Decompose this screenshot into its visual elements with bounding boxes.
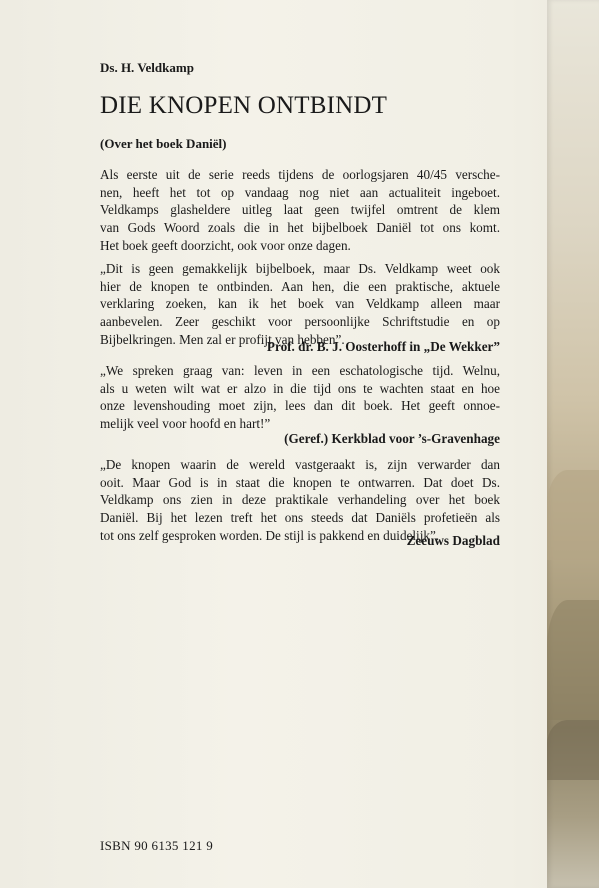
cover-illustration-strip xyxy=(547,0,599,888)
text-line: tot ons zelf gesproken worden. De stijl is pakkend en duidelijk”. xyxy=(100,527,440,543)
text-line: Het boek geeft doorzicht, ook voor onze dagen. xyxy=(100,237,351,253)
text-line: aanbevelen. Zeer geschikt voor persoonlijke Schriftstudie en op xyxy=(100,314,500,330)
review-quote-1 xyxy=(100,260,500,349)
intro-paragraph xyxy=(100,166,500,255)
text-line: ooit. Maar God is in staat die knopen te ontwarren. Dat doet Ds. xyxy=(100,474,500,490)
text-line: Veldkamps glasheldere uitleg laat geen twijfel omtrent de klem xyxy=(100,202,500,218)
text-line: Bijbelkringen. Men zal er profijt van hebben”. xyxy=(100,331,345,347)
illustration-hill xyxy=(547,470,599,560)
review-quote-3 xyxy=(100,456,500,545)
review-source-2: (Geref.) Kerkblad voor ’s-Gravenhage xyxy=(284,431,500,446)
text-line: Veldkamp ons zien in deze praktikale verhandeling over het boek xyxy=(100,492,500,508)
text-line: „We spreken graag van: leven in een eschatologische tijd. Welnu, xyxy=(100,363,500,378)
text-line: als u weten wilt wat er alzo in die tijd ons te wachten staat en hoe xyxy=(100,380,500,396)
text-line: „Dit is geen gemakkelijk bijbelboek, maar Ds. Veldkamp weet ook xyxy=(100,261,500,276)
book-subtitle: (Over het boek Daniël) xyxy=(100,136,227,151)
text-line: melijk veel voor hoofd en hart!” xyxy=(100,416,271,432)
text-line: hier de knopen te ontbinden. Aan hen, die een praktische, aktuele xyxy=(100,278,500,294)
illustration-figure xyxy=(547,720,599,780)
text-line: Als eerste uit de serie reeds tijdens de oorlogsjaren 40/45 versche- xyxy=(100,167,500,182)
text-line: Daniël. Bij het lezen treft het ons steeds dat Daniëls profetieën als xyxy=(100,510,500,526)
book-title: DIE KNOPEN ONTBINDT xyxy=(100,92,388,119)
author-name: Ds. H. Veldkamp xyxy=(100,60,194,75)
text-line: nen, heeft het tot op vandaag nog niet aan actualiteit ingeboet. xyxy=(100,184,500,200)
illustration-hill xyxy=(547,600,599,720)
review-source-1: Prof. dr. B. J. Oosterhoff in „De Wekker” xyxy=(266,339,500,354)
text-line: van Gods Woord zoals die in het bijbelboek Daniël tot ons komt. xyxy=(100,220,500,236)
text-line: verklaring zoeken, kan ik het boek van Veldkamp alleen maar xyxy=(100,296,500,312)
isbn-number: ISBN 90 6135 121 9 xyxy=(100,838,214,853)
text-line: onze levenshouding moet zijn, lees dan dit boek. Het geeft onnoe- xyxy=(100,398,500,414)
text-line: „De knopen waarin de wereld vastgeraakt is, zijn verwarder dan xyxy=(100,457,500,472)
review-source-3: Zeeuws Dagblad xyxy=(406,533,500,548)
review-quote-2 xyxy=(100,362,500,433)
